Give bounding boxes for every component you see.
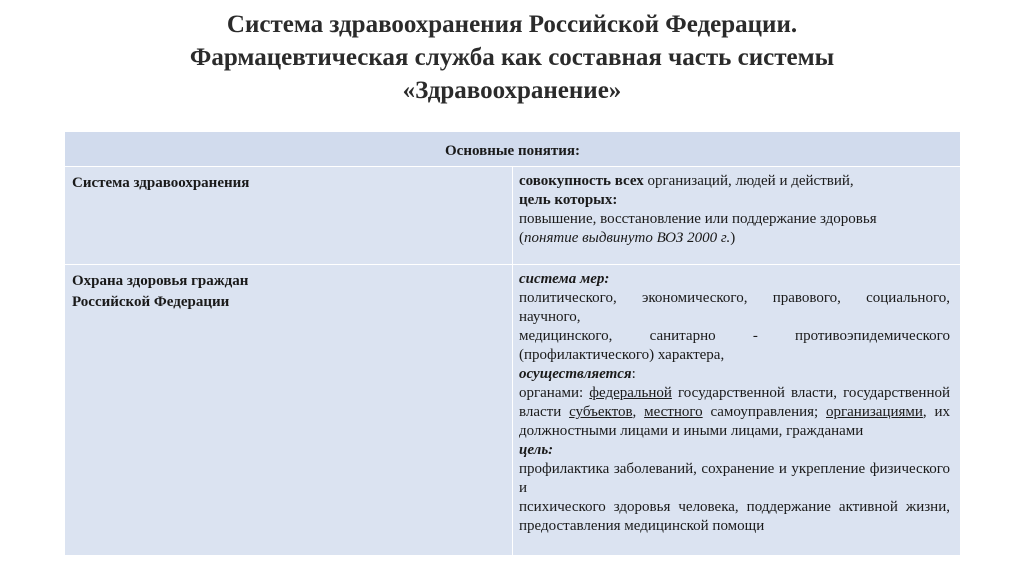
definition-text: повышение, восстановление или поддержание здоровья	[519, 211, 877, 227]
definition-emphasis: совокупность всех	[519, 173, 644, 189]
definition-word: противоэпидемического	[795, 328, 950, 344]
definition-line	[519, 327, 950, 346]
title-line-2: Фармацевтическая служба как составная часть системы	[189, 44, 835, 71]
note-text: понятие выдвинуто ВОЗ 2000 г.	[524, 230, 731, 246]
slide-title	[40, 8, 984, 107]
definition-word: санитарно	[649, 328, 716, 344]
definition-line	[519, 384, 950, 403]
definition-cell	[513, 265, 961, 556]
definition-text: ,	[632, 404, 645, 420]
term-cell	[65, 167, 513, 265]
definition-text: самоуправления;	[702, 404, 826, 420]
definition-note	[519, 229, 950, 248]
subheading-text: осуществляется	[519, 366, 632, 382]
definition-word: -	[752, 328, 758, 344]
concepts-table	[64, 131, 961, 556]
definition-line	[519, 403, 950, 422]
definition-subheading: система мер:	[519, 271, 610, 287]
definition-line: должностными лицами и иными лицами, гражданами	[519, 423, 864, 439]
definition-subheading: цель:	[519, 442, 554, 458]
table-row	[65, 265, 961, 556]
definition-line: (профилактического) характера,	[519, 347, 725, 363]
definition-subheading: цель которых:	[519, 192, 618, 208]
definition-underlined: федеральной	[589, 385, 672, 401]
definition-underlined: субъектов	[569, 404, 633, 420]
title-line-3: «Здравоохранение»	[402, 77, 622, 104]
title-line-1: Система здравоохранения Российской Федерации.	[226, 11, 798, 38]
definition-underlined: местного	[644, 404, 703, 420]
term-healthcare-system: Система здравоохранения	[72, 175, 250, 191]
term-health-protection-line-1: Охрана здоровья граждан	[72, 273, 249, 289]
definition-subheading	[519, 365, 950, 384]
note-bracket: (	[519, 230, 524, 246]
definition-line: политического, экономического, правового, социального, научного,	[519, 290, 950, 325]
table-header-label: Основные понятия:	[445, 142, 580, 159]
definition-underlined: организациями	[826, 404, 923, 420]
subheading-colon: :	[631, 366, 636, 382]
definition-line: психического здоровья человека, поддержание активной жизни,	[519, 499, 950, 515]
definition-text: власти	[519, 404, 570, 420]
table-header	[65, 132, 961, 167]
term-cell	[65, 265, 513, 556]
definition-cell	[513, 167, 961, 265]
definition-text: органами:	[519, 385, 590, 401]
definition-line: предоставления медицинской помощи	[519, 518, 765, 534]
definition-text: государственной власти, государственной	[671, 385, 951, 401]
note-bracket: )	[730, 230, 736, 246]
definition-line: профилактика заболеваний, сохранение и укрепление физического и	[519, 461, 950, 496]
definition-line	[519, 172, 950, 191]
table-row	[65, 167, 961, 265]
definition-text: , их	[922, 404, 950, 420]
definition-text: организаций, людей и действий,	[643, 173, 854, 189]
term-health-protection-line-2: Российской Федерации	[72, 294, 230, 310]
definition-word: медицинского,	[519, 328, 613, 344]
